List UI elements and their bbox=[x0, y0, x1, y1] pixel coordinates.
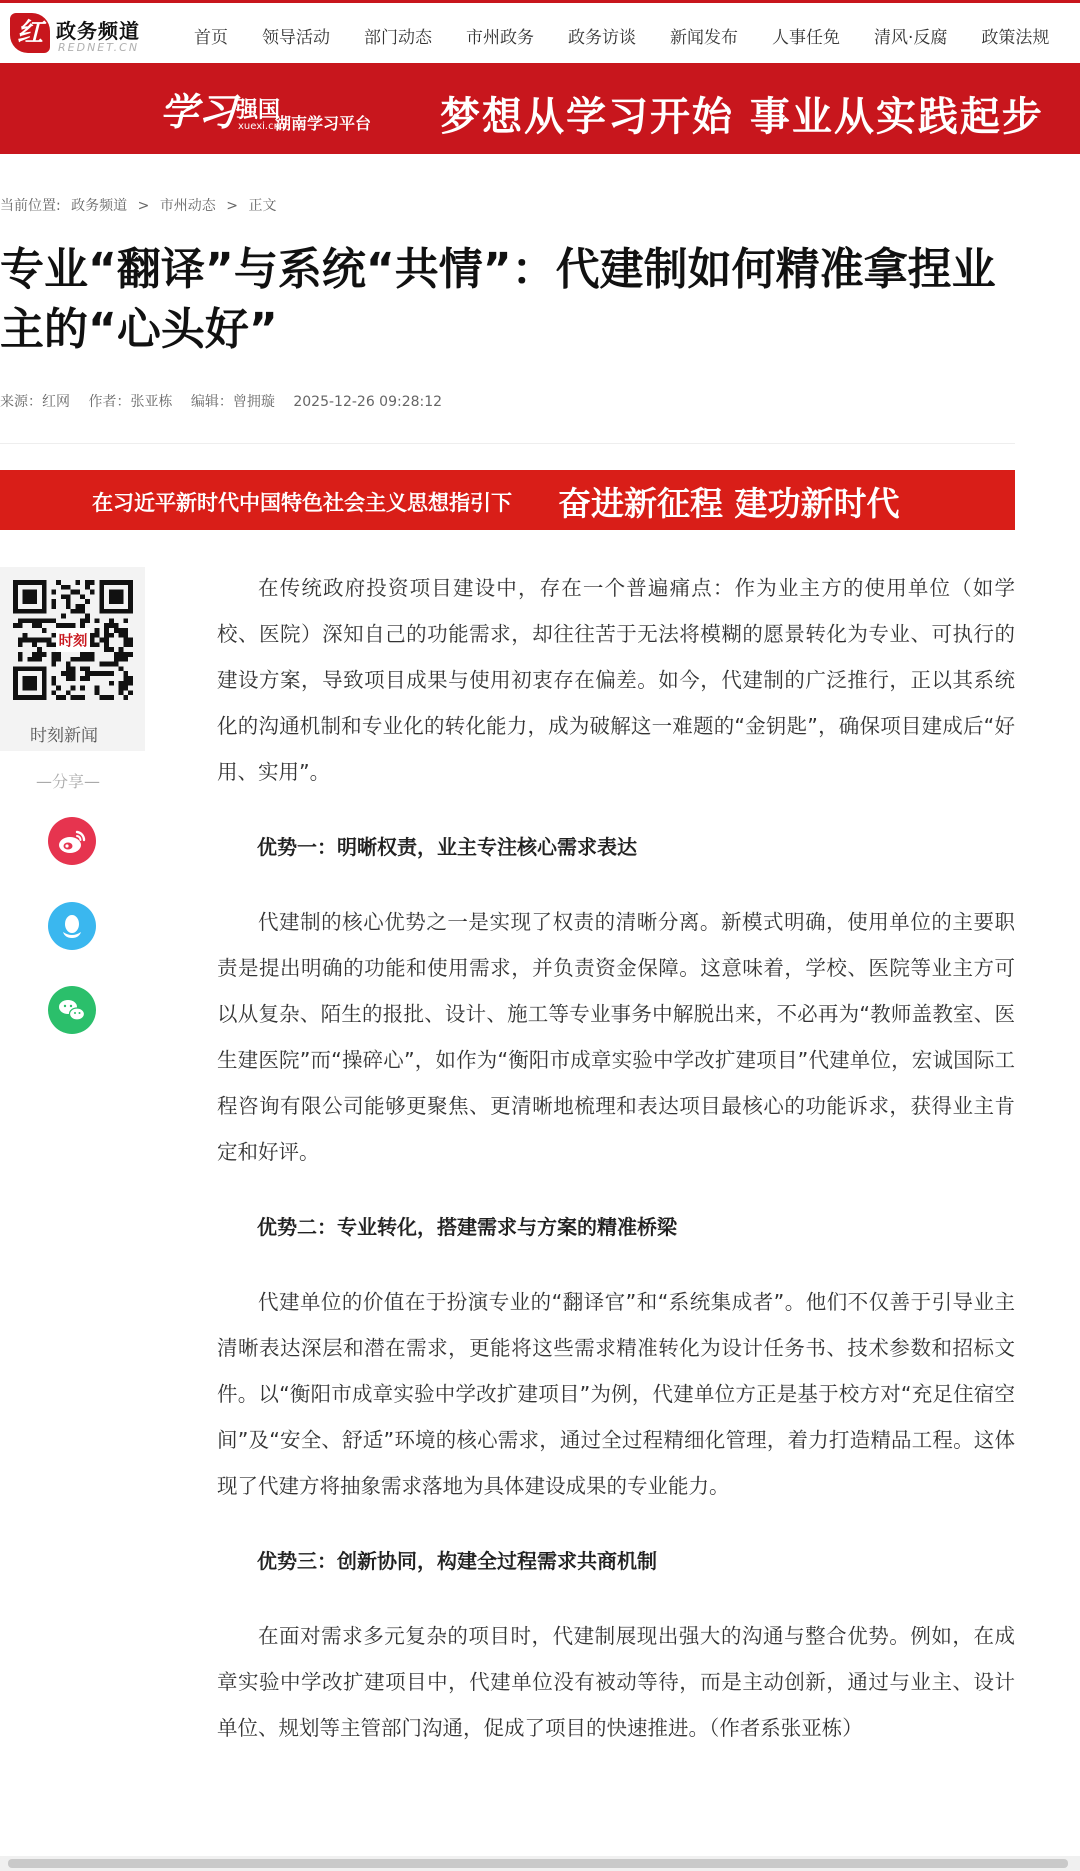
article-paragraph: 代建单位的价值在于扮演专业的“翻译官”和“系统集成者”。他们不仅善于引导业主清晰表达深层和潜在需求，更能将这些需求精准转化为设计任务书、技术参数和招标文件。以“衡阳市成章实验中学改扩建项目”为例，代建单位方正是基于校方对“充足住宿空间”及“安全、舒适”环境的核心需求，通过全过程精细化管理，着力打造精品工程。这体现了代建方将抽象需求落地为具体建设成果的专业能力。 bbox=[217, 1290, 1015, 1498]
site-logo[interactable] bbox=[10, 11, 150, 57]
banner-slogan: 梦想从学习开始 事业从实践起步 bbox=[440, 93, 1044, 140]
qr-label: 时刻新闻 bbox=[30, 726, 98, 746]
rednet-logo-icon: 红 bbox=[10, 13, 50, 53]
nav-item[interactable]: 政策法规 bbox=[981, 28, 1050, 48]
xuexi-platform-label: 湖南学习平台 bbox=[275, 114, 372, 133]
xuexi-banner[interactable] bbox=[0, 63, 1080, 154]
share-label: —分享— bbox=[36, 772, 101, 791]
article-body bbox=[217, 565, 1015, 1780]
share-qq-button[interactable] bbox=[48, 902, 96, 950]
breadcrumb-separator: > bbox=[226, 198, 238, 214]
breadcrumb-label: 当前位置: bbox=[0, 198, 61, 214]
nav-item[interactable]: 首页 bbox=[194, 28, 228, 48]
wechat-icon bbox=[48, 986, 96, 1034]
meta-divider bbox=[0, 443, 1015, 444]
article-subheading: 优势三：创新协同，构建全过程需求共商机制 bbox=[257, 1549, 657, 1573]
nav-item[interactable]: 清风·反腐 bbox=[874, 28, 948, 48]
new-era-banner-slogan: 奋进新征程 建功新时代 bbox=[558, 484, 900, 523]
article-subheading: 优势二：专业转化，搭建需求与方案的精准桥梁 bbox=[257, 1215, 677, 1239]
article-source: 来源：红网 bbox=[0, 394, 70, 410]
main-nav bbox=[194, 23, 1080, 51]
site-header bbox=[0, 3, 1080, 63]
breadcrumb-current: 正文 bbox=[248, 198, 277, 214]
qr-badge-text: 时刻 bbox=[58, 633, 88, 650]
article-paragraph: 代建制的核心优势之一是实现了权责的清晰分离。新模式明确，使用单位的主要职责是提出明确的功能和使用需求，并负责资金保障。这意味着，学校、医院等业主方可以从复杂、陌生的报批、设计、施工等专业事务中解脱出来，不必再为“教师盖教室、医生建医院”而“操碎心”，如作为“衡阳市成章实验中学改扩建项目”代建单位，宏诚国际工程咨询有限公司能够更聚焦、更清晰地梳理和表达项目最核心的功能诉求，获得业主肯定和好评。 bbox=[217, 910, 1015, 1164]
xuexi-qiangguo-label: 强国 bbox=[236, 98, 281, 123]
article-subheading: 优势一：明晰权责，业主专注核心需求表达 bbox=[257, 835, 637, 859]
weibo-icon bbox=[48, 817, 96, 865]
xuexi-domain-label: xuexi.cn bbox=[238, 121, 280, 132]
article-author: 作者：张亚栋 bbox=[88, 394, 173, 410]
article-paragraph: 在传统政府投资项目建设中，存在一个普遍痛点：作为业主方的使用单位（如学校、医院）深知自己的功能需求，却往往苦于无法将模糊的愿景转化为专业、可执行的建设方案，导致项目成果与使用初衷存在偏差。如今，代建制的广泛推行，正以其系统化的沟通机制和专业化的转化能力，成为破解这一难题的“金钥匙”，确保项目建成后“好用、实用”。 bbox=[217, 576, 1015, 784]
article-editor: 编辑：曾拥璇 bbox=[190, 394, 275, 410]
article-paragraph: 在面对需求多元复杂的项目时，代建制展现出强大的沟通与整合优势。例如，在成章实验中学改扩建项目中，代建单位没有被动等待，而是主动创新，通过与业主、设计单位、规划等主管部门沟通，促成了项目的快速推进。（作者系张亚栋） bbox=[217, 1624, 1015, 1740]
nav-item[interactable]: 人事任免 bbox=[772, 28, 840, 48]
logo-title: 政务频道 bbox=[56, 19, 140, 43]
breadcrumb-link-section[interactable]: 市州动态 bbox=[159, 198, 216, 214]
nav-item[interactable]: 市州政务 bbox=[466, 28, 534, 48]
breadcrumb bbox=[0, 195, 282, 215]
nav-item[interactable]: 领导活动 bbox=[262, 28, 330, 48]
scrollbar-thumb[interactable] bbox=[8, 1859, 1068, 1868]
new-era-banner-subtitle: 在习近平新时代中国特色社会主义思想指引下 bbox=[92, 491, 512, 515]
nav-item[interactable]: 部门动态 bbox=[364, 28, 432, 48]
breadcrumb-separator: > bbox=[137, 198, 150, 214]
article-title: 专业“翻译”与系统“共情”：代建制如何精准拿捏业主的“心头好” bbox=[0, 244, 996, 355]
logo-subtitle: REDNET.CN bbox=[58, 41, 140, 54]
xuexi-script-logo: 学习 bbox=[160, 89, 237, 134]
qr-code-icon bbox=[13, 580, 133, 700]
qq-icon bbox=[48, 902, 96, 950]
new-era-banner[interactable] bbox=[0, 470, 1015, 530]
nav-item[interactable]: 新闻发布 bbox=[670, 28, 738, 48]
share-weibo-button[interactable] bbox=[48, 817, 96, 865]
breadcrumb-link-channel[interactable]: 政务频道 bbox=[71, 198, 128, 214]
article-meta bbox=[0, 391, 456, 411]
article-time: 2025-12-26 09:28:12 bbox=[293, 394, 443, 410]
nav-item[interactable]: 政务访谈 bbox=[568, 28, 636, 48]
qr-panel bbox=[0, 567, 145, 751]
share-wechat-button[interactable] bbox=[48, 986, 96, 1034]
